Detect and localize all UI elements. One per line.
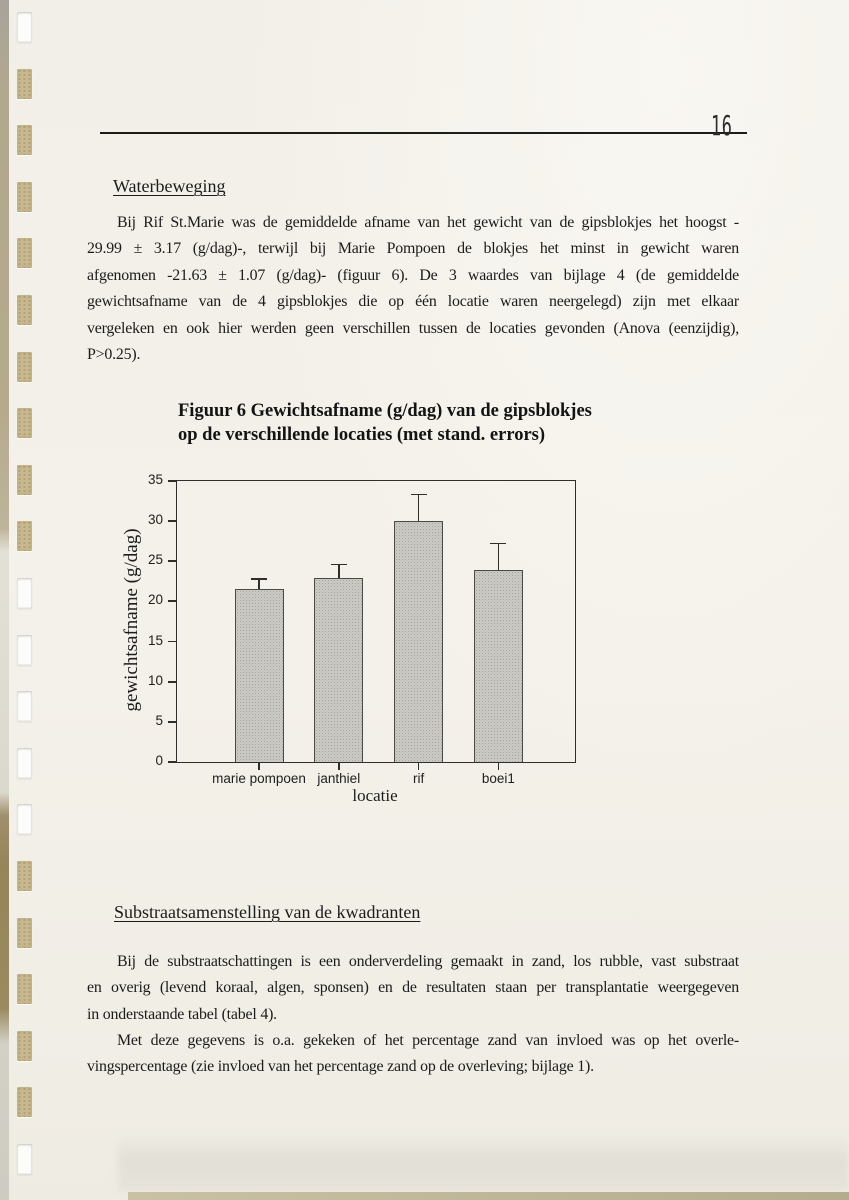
y-axis-tick-label: 0 <box>155 753 163 768</box>
y-axis-title: gewichtsafname (g/dag) <box>121 528 142 712</box>
y-axis-tick-label: 25 <box>147 552 163 568</box>
binding-hole <box>17 238 32 268</box>
text-line: Bij Rif St.Marie was de gemiddelde afname van het gewicht van de gipsblokjes het hoogst - <box>117 214 739 231</box>
y-axis-tick <box>168 721 177 723</box>
text-line: Figuur 6 Gewichtsafname (g/dag) van de gipsblokjes <box>178 401 592 421</box>
bar-rif <box>394 521 443 762</box>
y-axis-tick <box>168 600 177 602</box>
bar-janthiel <box>314 578 363 762</box>
y-axis-tick-label: 20 <box>147 592 163 608</box>
binding-hole <box>17 918 32 948</box>
section-heading-substraat: Substraatsamenstelling van de kwadranten <box>114 902 421 922</box>
chart-plot-area <box>147 472 576 786</box>
page-number: 16 <box>711 109 733 142</box>
binding-hole <box>17 521 32 551</box>
binding-hole <box>17 295 32 325</box>
text-line: Met deze gegevens is o.a. gekeken of het percentage zand van invloed was op het overle- <box>117 1032 739 1049</box>
binding-hole <box>17 861 32 891</box>
y-axis-tick <box>168 480 177 482</box>
binding-hole <box>17 12 32 42</box>
text-line: afgenomen -21.63 ± 1.07 (g/dag)- (figuur 6). De 3 waardes van bijlage 4 (de gemiddelde <box>87 266 739 284</box>
y-axis-tick <box>168 681 177 683</box>
paragraph-substraat-1 <box>87 949 739 1028</box>
binding-hole <box>17 691 32 721</box>
scan-edge-left <box>0 0 9 1200</box>
category-label: janthiel <box>317 771 361 786</box>
text-line: P>0.25). <box>87 346 141 364</box>
error-bar <box>338 565 340 578</box>
binding-hole <box>17 352 32 382</box>
x-axis-title: locatie <box>352 786 398 805</box>
y-axis-tick <box>168 560 177 562</box>
binding-hole <box>17 408 32 438</box>
text-line: in onderstaande tabel (tabel 4). <box>87 1005 277 1023</box>
scan-shading-bottom <box>118 1134 849 1192</box>
header-rule <box>100 132 747 134</box>
y-axis-tick <box>168 761 177 763</box>
binding-hole <box>17 125 32 155</box>
y-axis-tick <box>168 641 177 643</box>
error-bar <box>418 495 420 521</box>
binding-hole <box>17 635 32 665</box>
category-label: boei1 <box>481 771 515 786</box>
text-line: Bij de substraatschattingen is een onderverdeling gemaakt in zand, los rubble, vast substraat <box>117 953 739 970</box>
bar-marie-pompoen <box>235 589 284 762</box>
bar-boei1 <box>474 570 523 762</box>
text-line: 29.99 ± 3.17 (g/dag)-, terwijl bij Marie Pompoen de blokjes het minst in gewicht waren <box>87 240 739 258</box>
binding-hole <box>17 748 32 778</box>
x-axis-tick <box>338 762 340 770</box>
y-axis-tick-label: 30 <box>147 512 163 528</box>
category-label: marie pompoen <box>212 771 306 786</box>
error-bar-cap <box>331 564 347 566</box>
binding-hole <box>17 804 32 834</box>
error-bar <box>258 580 260 589</box>
section-heading-waterbeweging: Waterbeweging <box>113 176 226 196</box>
binding-hole <box>17 1087 32 1117</box>
figure-title <box>178 399 592 447</box>
text-line: vingspercentage (zie invloed van het percentage zand op de overleving; bijlage 1). <box>87 1058 594 1076</box>
error-bar-cap <box>251 578 267 580</box>
text-line: vergeleken en ook hier werden geen verschillen tussen de locaties gevonden (Anova (eenzijdig), <box>87 319 739 337</box>
x-axis-tick <box>498 762 500 770</box>
x-axis-tick <box>258 762 260 770</box>
y-axis-tick-label: 15 <box>147 632 163 648</box>
y-axis-tick <box>168 520 177 522</box>
binding-hole <box>17 1031 32 1061</box>
error-bar-cap <box>411 494 427 496</box>
binding-hole <box>17 182 32 212</box>
binding-hole <box>17 465 32 495</box>
scan-edge-bottom <box>128 1192 849 1200</box>
text-line: op de verschillende locaties (met stand. errors) <box>178 425 546 445</box>
error-bar <box>498 544 500 570</box>
paragraph-waterbeweging <box>87 210 739 368</box>
text-line: gewichtsafname van de 4 gipsblokjes die op één locatie waren neergelegd) zijn met elkaar <box>87 293 739 311</box>
y-axis-tick-label: 10 <box>147 672 163 688</box>
x-axis-tick <box>418 762 420 770</box>
binding-hole <box>17 974 32 1004</box>
category-label: rif <box>412 771 425 786</box>
binding-hole <box>17 578 32 608</box>
paragraph-substraat-2 <box>87 1028 739 1081</box>
binding-hole <box>17 69 32 99</box>
binding-hole <box>17 1144 32 1174</box>
y-axis-tick-label: 35 <box>147 472 163 487</box>
y-axis-tick-label: 5 <box>155 712 163 728</box>
error-bar-cap <box>490 543 506 545</box>
text-line: en overig (levend koraal, algen, sponsen) en de resultaten staan per transplantatie weergegeven <box>87 979 739 997</box>
